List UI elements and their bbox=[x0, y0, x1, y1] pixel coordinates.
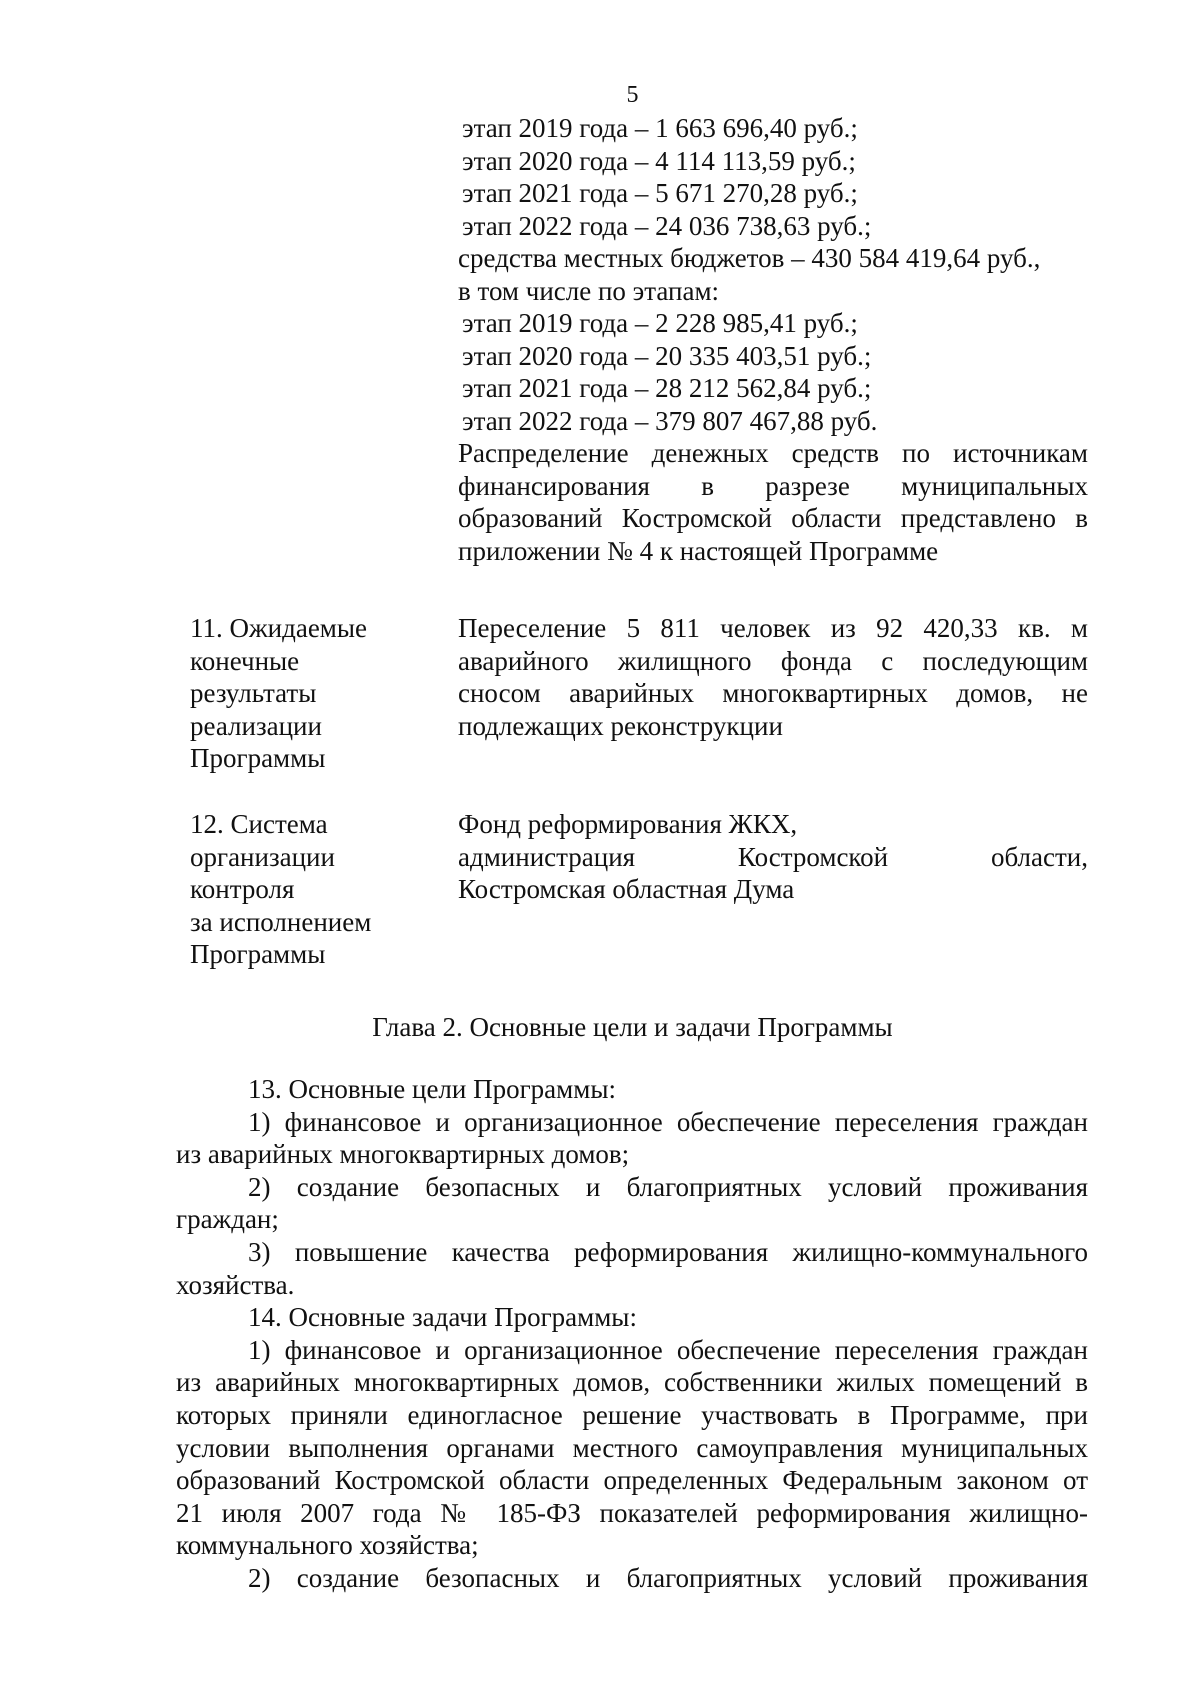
paragraph-line: условии выполнения органами местного самоуправления муниципальных bbox=[176, 1432, 1088, 1463]
label-line: реализации bbox=[190, 710, 322, 741]
local-budget-total: средства местных бюджетов – 430 584 419,64 руб., bbox=[458, 243, 1041, 273]
value-line: Костромская областная Дума bbox=[458, 874, 795, 904]
distribution-line: финансирования в разрезе муниципальных bbox=[458, 470, 1088, 501]
chapter-title: Глава 2. Основные цели и задачи Программы bbox=[372, 1012, 893, 1042]
label-line: организации bbox=[190, 841, 335, 872]
paragraph-line: 21 июля 2007 года № 185-ФЗ показателей реформирования жилищно- bbox=[176, 1497, 1088, 1528]
label-line: за исполнением bbox=[190, 906, 372, 937]
page-number: 5 bbox=[626, 82, 639, 108]
local-stage-2022: этап 2022 года – 379 807 467,88 руб. bbox=[462, 405, 878, 436]
value-line: сносом аварийных многоквартирных домов, не bbox=[458, 678, 1088, 708]
expected-results-value bbox=[458, 612, 1088, 742]
label-line: результаты bbox=[190, 678, 317, 708]
regional-stage-2019: этап 2019 года – 1 663 696,40 руб.; bbox=[462, 113, 858, 143]
paragraph-line: из аварийных многоквартирных домов; bbox=[176, 1139, 630, 1170]
expected-results-label bbox=[190, 612, 420, 775]
value-line: Фонд реформирования ЖКХ, bbox=[458, 809, 798, 839]
paragraph-line: 14. Основные задачи Программы: bbox=[248, 1302, 637, 1333]
paragraph-line: 1) финансовое и организационное обеспечение переселения граждан bbox=[248, 1106, 1088, 1137]
value-line: аварийного жилищного фонда с последующим bbox=[458, 645, 1088, 676]
label-line: контроля bbox=[190, 874, 295, 904]
paragraph-line: хозяйства. bbox=[176, 1269, 295, 1300]
paragraph-line: 2) создание безопасных и благоприятных условий проживания bbox=[248, 1562, 1088, 1593]
local-stage-2019: этап 2019 года – 2 228 985,41 руб.; bbox=[462, 308, 858, 338]
distribution-line: приложении № 4 к настоящей Программе bbox=[458, 535, 939, 566]
label-line: конечные bbox=[190, 645, 300, 676]
control-system-value bbox=[458, 808, 1088, 906]
paragraph-line: из аварийных многоквартирных домов, собственники жилых помещений в bbox=[176, 1367, 1088, 1398]
paragraph-line: которых приняли единогласное решение участвовать в Программе, при bbox=[176, 1399, 1088, 1430]
funding-sources-block bbox=[458, 112, 1088, 567]
value-line: подлежащих реконструкции bbox=[458, 710, 783, 741]
regional-stage-2020: этап 2020 года – 4 114 113,59 руб.; bbox=[462, 145, 856, 176]
local-stage-2020: этап 2020 года – 20 335 403,51 руб.; bbox=[462, 340, 872, 371]
paragraph-line: коммунального хозяйства; bbox=[176, 1530, 479, 1561]
control-system-label bbox=[190, 808, 420, 971]
distribution-line: Распределение денежных средств по источникам bbox=[458, 438, 1088, 468]
paragraph-line: граждан; bbox=[176, 1204, 279, 1235]
regional-stage-2022: этап 2022 года – 24 036 738,63 руб.; bbox=[462, 210, 872, 241]
local-stage-2021: этап 2021 года – 28 212 562,84 руб.; bbox=[462, 373, 872, 403]
paragraph-line: 2) создание безопасных и благоприятных условий проживания bbox=[248, 1171, 1088, 1202]
paragraph-line: 3) повышение качества реформирования жилищно-коммунального bbox=[248, 1236, 1088, 1267]
paragraph-line: 1) финансовое и организационное обеспечение переселения граждан bbox=[248, 1334, 1088, 1365]
including-stages-label: в том числе по этапам: bbox=[458, 275, 720, 306]
regional-stage-2021: этап 2021 года – 5 671 270,28 руб.; bbox=[462, 178, 858, 208]
paragraph-line: образований Костромской области определенных Федеральным законом от bbox=[176, 1465, 1088, 1496]
label-line: Программы bbox=[190, 939, 326, 969]
paragraph-line: 13. Основные цели Программы: bbox=[248, 1074, 616, 1104]
value-line: Переселение 5 811 человек из 92 420,33 кв. м bbox=[458, 613, 1088, 643]
goals-and-tasks-text bbox=[176, 1073, 1088, 1595]
label-line: 12. Система bbox=[190, 809, 328, 839]
label-line: 11. Ожидаемые bbox=[190, 613, 368, 643]
distribution-line: образований Костромской области представлено в bbox=[458, 503, 1088, 533]
value-line: администрация Костромской области, bbox=[458, 841, 1088, 872]
label-line: Программы bbox=[190, 743, 326, 773]
